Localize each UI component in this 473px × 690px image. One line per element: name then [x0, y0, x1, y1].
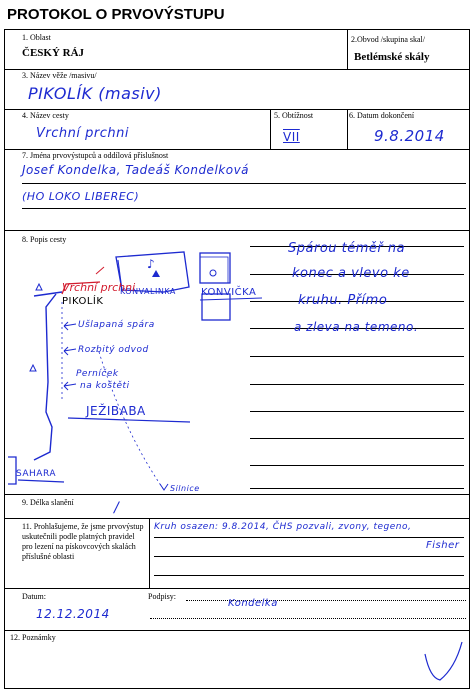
vez-value: PIKOLÍK (masiv) — [28, 84, 162, 103]
cesta-value: Vrchní prchni — [36, 126, 129, 141]
topo-jezibaba: JEŽIBABA — [86, 404, 146, 418]
topo-route-name: Vrchní prchni — [62, 281, 136, 294]
popis-note-3: kruhu. Přímo — [298, 293, 388, 308]
jmena-rule-1 — [22, 183, 466, 184]
row-divider-g — [4, 588, 470, 589]
popis-rule — [250, 411, 464, 412]
obvod-label: 2.Obvod /skupina skal/ — [351, 35, 425, 44]
datum-dokonceni-value: 9.8.2014 — [374, 127, 445, 145]
jmena-line1: Josef Kondelka, Tadeáš Kondelková — [22, 163, 250, 177]
prohlaseni-rule-2 — [154, 556, 464, 557]
datum-value: 12.12.2014 — [36, 607, 110, 621]
podpisy-label: Podpisy: — [148, 592, 177, 601]
poznamky-label: 12. Poznámky — [10, 633, 56, 642]
jmena-rule-2 — [22, 208, 466, 209]
cesta-label: 4. Název cesty — [22, 111, 69, 120]
oblast-label: 1. Oblast — [22, 33, 51, 42]
prohlaseni-rule-1 — [154, 537, 464, 538]
form-title: PROTOKOL O PRVOVÝSTUPU — [7, 6, 225, 23]
topo-konvicka: KONVIČKA — [201, 287, 257, 298]
topo-annot-4: na koštěti — [80, 381, 130, 391]
checkmark-stroke — [420, 638, 470, 688]
topo-annot-2: Rozbitý odvod — [78, 345, 149, 355]
datum-label: Datum: — [22, 592, 46, 601]
popis-rule — [250, 384, 464, 385]
popis-rule — [250, 356, 464, 357]
row-divider-f — [4, 518, 470, 519]
row-divider-e — [4, 494, 470, 495]
obtiznost-value: VII — [283, 130, 300, 144]
route-topo-sketch — [4, 232, 264, 497]
popis-label: 8. Popis cesty — [22, 235, 67, 244]
popis-rule — [250, 465, 464, 466]
row-divider-d — [4, 230, 470, 231]
prohlaseni-line2: Fisher — [426, 540, 460, 551]
row-divider-h — [4, 630, 470, 631]
popis-note-4: a zleva na temeno. — [294, 320, 419, 334]
oblast-value: ČESKÝ RÁJ — [22, 47, 85, 59]
row-divider-c — [4, 149, 470, 150]
datum-dokonceni-label: 6. Datum dokončení — [349, 111, 415, 120]
obvod-value: Betlémské skály — [354, 51, 430, 63]
podpisy-rule-2 — [150, 618, 466, 619]
popis-note-2: konec a vlevo ke — [292, 266, 410, 281]
topo-sahara: SAHARA — [16, 469, 57, 479]
topo-konvalinka: KONVALINKA — [120, 287, 176, 296]
prohlaseni-line1: Kruh osazen: 9.8.2014, ČHS pozvali, zvony, tegeno, — [154, 522, 412, 532]
divider-1-2 — [347, 29, 348, 69]
popis-rule — [250, 488, 464, 489]
row-divider-a — [4, 69, 470, 70]
slaneni-label: 9. Délka slanění — [22, 498, 74, 507]
topo-annot-3: Perníček — [76, 369, 119, 379]
jmena-line2: (HO LOKO LIBEREC) — [22, 190, 140, 203]
topo-pikolik: PIKOLÍK — [62, 296, 104, 307]
divider-11 — [149, 518, 150, 588]
topo-annot-1: Ušlapaná spára — [78, 320, 155, 330]
obtiznost-label: 5. Obtížnost — [274, 111, 314, 120]
svg-text:♪: ♪ — [147, 257, 155, 271]
prohlaseni-label: 11. Prohlašujeme, že jsme prvovýstup uskutečnili podle platných pravidel pro lezení na pískovcových skalách příslušné oblasti — [22, 522, 144, 561]
podpisy-value: Kondelka — [228, 598, 278, 609]
row-divider-b — [4, 109, 470, 110]
popis-rule — [250, 438, 464, 439]
divider-4-5 — [270, 109, 271, 149]
topo-silnice: Silnice — [170, 484, 200, 493]
jmena-label: 7. Jména prvovýstupců a oddílová příslušnost — [22, 151, 169, 160]
popis-note-1: Spárou téměř na — [288, 241, 406, 256]
vez-label: 3. Název věže /masivu/ — [22, 71, 97, 80]
slaneni-value: / — [114, 500, 120, 516]
divider-5-6 — [347, 109, 348, 149]
prohlaseni-rule-3 — [154, 575, 464, 576]
